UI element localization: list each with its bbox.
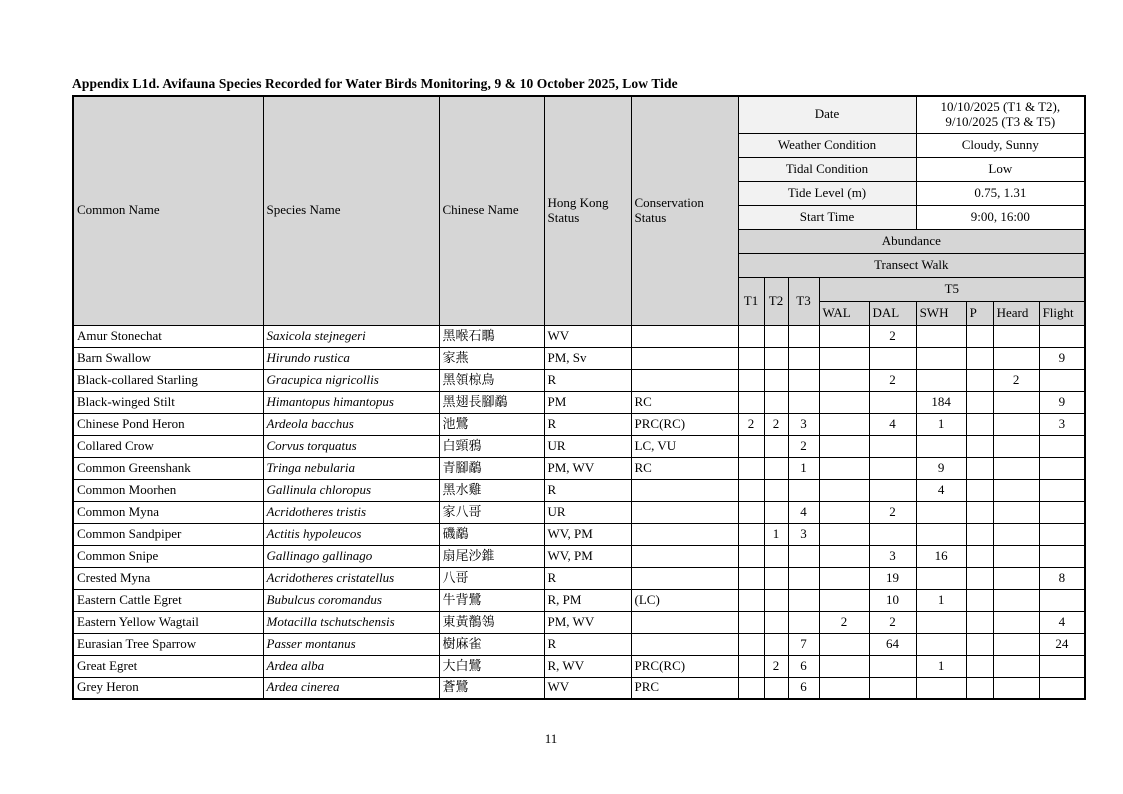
hk-status-cell: WV	[544, 325, 631, 347]
count-cell-t1	[738, 347, 764, 369]
conservation-status-cell	[631, 611, 738, 633]
count-cell-dal: 4	[869, 413, 916, 435]
count-cell-wal	[819, 589, 869, 611]
count-cell-p	[966, 369, 993, 391]
header-flight: Flight	[1039, 301, 1085, 325]
count-cell-t1	[738, 633, 764, 655]
count-cell-t2	[764, 457, 788, 479]
count-cell-heard	[993, 391, 1039, 413]
hk-status-cell: UR	[544, 501, 631, 523]
hk-status-cell: R	[544, 413, 631, 435]
conservation-status-cell: PRC	[631, 677, 738, 699]
conservation-status-cell: PRC(RC)	[631, 413, 738, 435]
count-cell-swh	[916, 567, 966, 589]
species-name-cell: Hirundo rustica	[263, 347, 439, 369]
count-cell-t2	[764, 391, 788, 413]
species-name-cell: Bubulcus coromandus	[263, 589, 439, 611]
count-cell-flight	[1039, 545, 1085, 567]
count-cell-p	[966, 677, 993, 699]
header-chinese-name: Chinese Name	[439, 96, 544, 325]
count-cell-swh: 9	[916, 457, 966, 479]
count-cell-wal	[819, 655, 869, 677]
count-cell-flight	[1039, 479, 1085, 501]
count-cell-p	[966, 523, 993, 545]
header-conservation-status: Conservation Status	[631, 96, 738, 325]
hk-status-cell: PM, Sv	[544, 347, 631, 369]
count-cell-t1: 2	[738, 413, 764, 435]
hk-status-cell: R	[544, 479, 631, 501]
species-name-cell: Gallinago gallinago	[263, 545, 439, 567]
hk-status-cell: PM, WV	[544, 611, 631, 633]
species-name-cell: Acridotheres cristatellus	[263, 567, 439, 589]
count-cell-p	[966, 391, 993, 413]
count-cell-dal	[869, 677, 916, 699]
count-cell-t1	[738, 325, 764, 347]
conservation-status-cell: RC	[631, 391, 738, 413]
count-cell-t3	[788, 545, 819, 567]
conservation-status-cell	[631, 523, 738, 545]
chinese-name-cell: 黑領椋鳥	[439, 369, 544, 391]
count-cell-dal: 2	[869, 501, 916, 523]
count-cell-dal	[869, 523, 916, 545]
count-cell-flight	[1039, 655, 1085, 677]
species-row	[73, 391, 1085, 413]
species-name-cell: Corvus torquatus	[263, 435, 439, 457]
count-cell-heard	[993, 457, 1039, 479]
count-cell-dal	[869, 457, 916, 479]
count-cell-t3: 7	[788, 633, 819, 655]
count-cell-p	[966, 479, 993, 501]
count-cell-t3: 3	[788, 413, 819, 435]
count-cell-t1	[738, 369, 764, 391]
species-tbody	[73, 325, 1085, 699]
info-label-weather: Weather Condition	[738, 133, 916, 157]
count-cell-p	[966, 325, 993, 347]
count-cell-flight	[1039, 677, 1085, 699]
count-cell-t2	[764, 677, 788, 699]
species-row	[73, 435, 1085, 457]
common-name-cell: Grey Heron	[73, 677, 263, 699]
species-name-cell: Ardeola bacchus	[263, 413, 439, 435]
chinese-name-cell: 八哥	[439, 567, 544, 589]
count-cell-heard: 2	[993, 369, 1039, 391]
species-row	[73, 523, 1085, 545]
count-cell-flight: 4	[1039, 611, 1085, 633]
count-cell-t1	[738, 435, 764, 457]
count-cell-dal: 3	[869, 545, 916, 567]
conservation-status-cell	[631, 369, 738, 391]
hk-status-cell: R	[544, 633, 631, 655]
species-row	[73, 369, 1085, 391]
header-common-name: Common Name	[73, 96, 263, 325]
common-name-cell: Crested Myna	[73, 567, 263, 589]
count-cell-p	[966, 347, 993, 369]
info-value-tide-level: 0.75, 1.31	[916, 181, 1085, 205]
count-cell-flight	[1039, 369, 1085, 391]
count-cell-heard	[993, 347, 1039, 369]
count-cell-swh: 4	[916, 479, 966, 501]
conservation-status-cell	[631, 633, 738, 655]
chinese-name-cell: 黑喉石䳭	[439, 325, 544, 347]
count-cell-wal	[819, 413, 869, 435]
count-cell-swh: 1	[916, 655, 966, 677]
common-name-cell: Black-winged Stilt	[73, 391, 263, 413]
count-cell-flight	[1039, 325, 1085, 347]
hk-status-cell: WV, PM	[544, 545, 631, 567]
info-value-tidal-condition: Low	[916, 157, 1085, 181]
info-value-date: 10/10/2025 (T1 & T2), 9/10/2025 (T3 & T5)	[916, 96, 1085, 133]
header-hong-kong-status: Hong Kong Status	[544, 96, 631, 325]
species-row	[73, 325, 1085, 347]
hk-status-cell: R, PM	[544, 589, 631, 611]
species-row	[73, 479, 1085, 501]
common-name-cell: Common Myna	[73, 501, 263, 523]
count-cell-wal	[819, 633, 869, 655]
species-row	[73, 457, 1085, 479]
common-name-cell: Black-collared Starling	[73, 369, 263, 391]
count-cell-dal	[869, 347, 916, 369]
count-cell-p	[966, 633, 993, 655]
conservation-status-cell: PRC(RC)	[631, 655, 738, 677]
header-heard: Heard	[993, 301, 1039, 325]
chinese-name-cell: 池鷺	[439, 413, 544, 435]
species-row	[73, 633, 1085, 655]
common-name-cell: Eastern Cattle Egret	[73, 589, 263, 611]
species-row	[73, 611, 1085, 633]
species-row	[73, 545, 1085, 567]
count-cell-t2	[764, 611, 788, 633]
species-row	[73, 347, 1085, 369]
hk-status-cell: R	[544, 369, 631, 391]
count-cell-heard	[993, 501, 1039, 523]
count-cell-swh	[916, 523, 966, 545]
count-cell-p	[966, 413, 993, 435]
species-row	[73, 655, 1085, 677]
species-row	[73, 589, 1085, 611]
count-cell-flight	[1039, 435, 1085, 457]
count-cell-t2	[764, 501, 788, 523]
species-row	[73, 567, 1085, 589]
species-name-cell: Passer montanus	[263, 633, 439, 655]
header-transect-walk: Transect Walk	[738, 253, 1085, 277]
common-name-cell: Great Egret	[73, 655, 263, 677]
header-t3: T3	[788, 277, 819, 325]
chinese-name-cell: 青腳鷸	[439, 457, 544, 479]
count-cell-t3	[788, 391, 819, 413]
count-cell-t1	[738, 567, 764, 589]
count-cell-swh: 16	[916, 545, 966, 567]
count-cell-wal	[819, 325, 869, 347]
count-cell-heard	[993, 677, 1039, 699]
hk-status-cell: R	[544, 567, 631, 589]
count-cell-heard	[993, 611, 1039, 633]
info-label-tide-level: Tide Level (m)	[738, 181, 916, 205]
count-cell-t3	[788, 567, 819, 589]
count-cell-t2	[764, 589, 788, 611]
count-cell-wal	[819, 435, 869, 457]
conservation-status-cell	[631, 545, 738, 567]
count-cell-swh	[916, 325, 966, 347]
species-name-cell: Actitis hypoleucos	[263, 523, 439, 545]
count-cell-heard	[993, 479, 1039, 501]
chinese-name-cell: 蒼鷺	[439, 677, 544, 699]
count-cell-wal: 2	[819, 611, 869, 633]
conservation-status-cell: LC, VU	[631, 435, 738, 457]
count-cell-t2	[764, 369, 788, 391]
count-cell-wal	[819, 391, 869, 413]
count-cell-p	[966, 567, 993, 589]
count-cell-t2	[764, 325, 788, 347]
count-cell-flight: 9	[1039, 391, 1085, 413]
count-cell-t3	[788, 479, 819, 501]
count-cell-wal	[819, 677, 869, 699]
count-cell-dal: 2	[869, 325, 916, 347]
header-p: P	[966, 301, 993, 325]
count-cell-swh: 1	[916, 589, 966, 611]
header-species-name: Species Name	[263, 96, 439, 325]
count-cell-t3: 4	[788, 501, 819, 523]
count-cell-t2	[764, 479, 788, 501]
count-cell-swh	[916, 611, 966, 633]
count-cell-t3	[788, 611, 819, 633]
count-cell-t1	[738, 677, 764, 699]
count-cell-flight	[1039, 501, 1085, 523]
count-cell-swh	[916, 501, 966, 523]
count-cell-p	[966, 545, 993, 567]
chinese-name-cell: 扇尾沙錐	[439, 545, 544, 567]
chinese-name-cell: 黑翅長腳鷸	[439, 391, 544, 413]
count-cell-wal	[819, 501, 869, 523]
count-cell-heard	[993, 523, 1039, 545]
common-name-cell: Amur Stonechat	[73, 325, 263, 347]
species-name-cell: Gracupica nigricollis	[263, 369, 439, 391]
conservation-status-cell	[631, 501, 738, 523]
count-cell-swh	[916, 347, 966, 369]
hk-status-cell: WV	[544, 677, 631, 699]
info-label-start-time: Start Time	[738, 205, 916, 229]
info-label-date: Date	[738, 96, 916, 133]
count-cell-t1	[738, 479, 764, 501]
common-name-cell: Common Greenshank	[73, 457, 263, 479]
count-cell-dal: 19	[869, 567, 916, 589]
count-cell-t1	[738, 611, 764, 633]
count-cell-t1	[738, 457, 764, 479]
count-cell-dal	[869, 655, 916, 677]
header-t5: T5	[819, 277, 1085, 301]
species-name-cell: Saxicola stejnegeri	[263, 325, 439, 347]
count-cell-t3: 3	[788, 523, 819, 545]
count-cell-t2	[764, 567, 788, 589]
count-cell-p	[966, 655, 993, 677]
species-name-cell: Ardea alba	[263, 655, 439, 677]
count-cell-heard	[993, 435, 1039, 457]
count-cell-t2	[764, 347, 788, 369]
chinese-name-cell: 磯鷸	[439, 523, 544, 545]
conservation-status-cell	[631, 325, 738, 347]
count-cell-heard	[993, 545, 1039, 567]
monitoring-table	[72, 95, 1086, 700]
common-name-cell: Common Moorhen	[73, 479, 263, 501]
count-cell-t1	[738, 655, 764, 677]
count-cell-flight: 8	[1039, 567, 1085, 589]
count-cell-t2: 1	[764, 523, 788, 545]
count-cell-t3: 6	[788, 655, 819, 677]
count-cell-t2: 2	[764, 413, 788, 435]
conservation-status-cell: (LC)	[631, 589, 738, 611]
count-cell-swh	[916, 677, 966, 699]
count-cell-t3: 1	[788, 457, 819, 479]
count-cell-heard	[993, 589, 1039, 611]
species-row	[73, 413, 1085, 435]
count-cell-t3: 2	[788, 435, 819, 457]
count-cell-p	[966, 435, 993, 457]
species-name-cell: Tringa nebularia	[263, 457, 439, 479]
conservation-status-cell: RC	[631, 457, 738, 479]
info-label-tidal-condition: Tidal Condition	[738, 157, 916, 181]
count-cell-dal: 10	[869, 589, 916, 611]
conservation-status-cell	[631, 479, 738, 501]
count-cell-swh	[916, 633, 966, 655]
header-dal: DAL	[869, 301, 916, 325]
count-cell-swh	[916, 435, 966, 457]
common-name-cell: Eastern Yellow Wagtail	[73, 611, 263, 633]
hk-status-cell: UR	[544, 435, 631, 457]
header-swh: SWH	[916, 301, 966, 325]
count-cell-dal	[869, 479, 916, 501]
page-number: 11	[544, 731, 558, 746]
count-cell-t3	[788, 347, 819, 369]
count-cell-p	[966, 611, 993, 633]
header-t1: T1	[738, 277, 764, 325]
chinese-name-cell: 家燕	[439, 347, 544, 369]
species-name-cell: Motacilla tschutschensis	[263, 611, 439, 633]
count-cell-wal	[819, 479, 869, 501]
chinese-name-cell: 白頸鴉	[439, 435, 544, 457]
count-cell-wal	[819, 347, 869, 369]
count-cell-p	[966, 501, 993, 523]
count-cell-wal	[819, 369, 869, 391]
count-cell-wal	[819, 523, 869, 545]
count-cell-swh	[916, 369, 966, 391]
hk-status-cell: R, WV	[544, 655, 631, 677]
count-cell-p	[966, 457, 993, 479]
count-cell-t1	[738, 523, 764, 545]
species-row	[73, 501, 1085, 523]
species-name-cell: Gallinula chloropus	[263, 479, 439, 501]
count-cell-dal: 64	[869, 633, 916, 655]
conservation-status-cell	[631, 347, 738, 369]
count-cell-flight	[1039, 523, 1085, 545]
header-t2: T2	[764, 277, 788, 325]
count-cell-wal	[819, 545, 869, 567]
species-name-cell: Himantopus himantopus	[263, 391, 439, 413]
count-cell-swh: 184	[916, 391, 966, 413]
count-cell-swh: 1	[916, 413, 966, 435]
count-cell-dal: 2	[869, 611, 916, 633]
count-cell-flight: 24	[1039, 633, 1085, 655]
count-cell-t3: 6	[788, 677, 819, 699]
hk-status-cell: WV, PM	[544, 523, 631, 545]
count-cell-flight: 3	[1039, 413, 1085, 435]
count-cell-flight	[1039, 589, 1085, 611]
species-name-cell: Acridotheres tristis	[263, 501, 439, 523]
species-row	[73, 677, 1085, 699]
count-cell-wal	[819, 457, 869, 479]
common-name-cell: Eurasian Tree Sparrow	[73, 633, 263, 655]
count-cell-heard	[993, 413, 1039, 435]
count-cell-t3	[788, 369, 819, 391]
count-cell-dal: 2	[869, 369, 916, 391]
conservation-status-cell	[631, 567, 738, 589]
count-cell-dal	[869, 435, 916, 457]
count-cell-t1	[738, 501, 764, 523]
count-cell-heard	[993, 655, 1039, 677]
common-name-cell: Barn Swallow	[73, 347, 263, 369]
common-name-cell: Chinese Pond Heron	[73, 413, 263, 435]
count-cell-t3	[788, 589, 819, 611]
chinese-name-cell: 樹麻雀	[439, 633, 544, 655]
count-cell-flight: 9	[1039, 347, 1085, 369]
count-cell-heard	[993, 633, 1039, 655]
chinese-name-cell: 黑水雞	[439, 479, 544, 501]
chinese-name-cell: 牛背鷺	[439, 589, 544, 611]
count-cell-p	[966, 589, 993, 611]
species-name-cell: Ardea cinerea	[263, 677, 439, 699]
count-cell-dal	[869, 391, 916, 413]
count-cell-t2: 2	[764, 655, 788, 677]
page-title: Appendix L1d. Avifauna Species Recorded for Water Birds Monitoring, 9 & 10 October 2025, Low Tide	[72, 76, 678, 91]
count-cell-flight	[1039, 457, 1085, 479]
chinese-name-cell: 東黃鶺鴒	[439, 611, 544, 633]
common-name-cell: Common Sandpiper	[73, 523, 263, 545]
info-value-start-time: 9:00, 16:00	[916, 205, 1085, 229]
count-cell-t1	[738, 589, 764, 611]
chinese-name-cell: 大白鷺	[439, 655, 544, 677]
count-cell-t1	[738, 391, 764, 413]
header-abundance: Abundance	[738, 229, 1085, 253]
common-name-cell: Common Snipe	[73, 545, 263, 567]
count-cell-t2	[764, 633, 788, 655]
count-cell-t2	[764, 435, 788, 457]
hk-status-cell: PM, WV	[544, 457, 631, 479]
info-value-weather: Cloudy, Sunny	[916, 133, 1085, 157]
header-wal: WAL	[819, 301, 869, 325]
common-name-cell: Collared Crow	[73, 435, 263, 457]
count-cell-wal	[819, 567, 869, 589]
count-cell-heard	[993, 325, 1039, 347]
count-cell-t3	[788, 325, 819, 347]
hk-status-cell: PM	[544, 391, 631, 413]
count-cell-t2	[764, 545, 788, 567]
count-cell-heard	[993, 567, 1039, 589]
chinese-name-cell: 家八哥	[439, 501, 544, 523]
count-cell-t1	[738, 545, 764, 567]
